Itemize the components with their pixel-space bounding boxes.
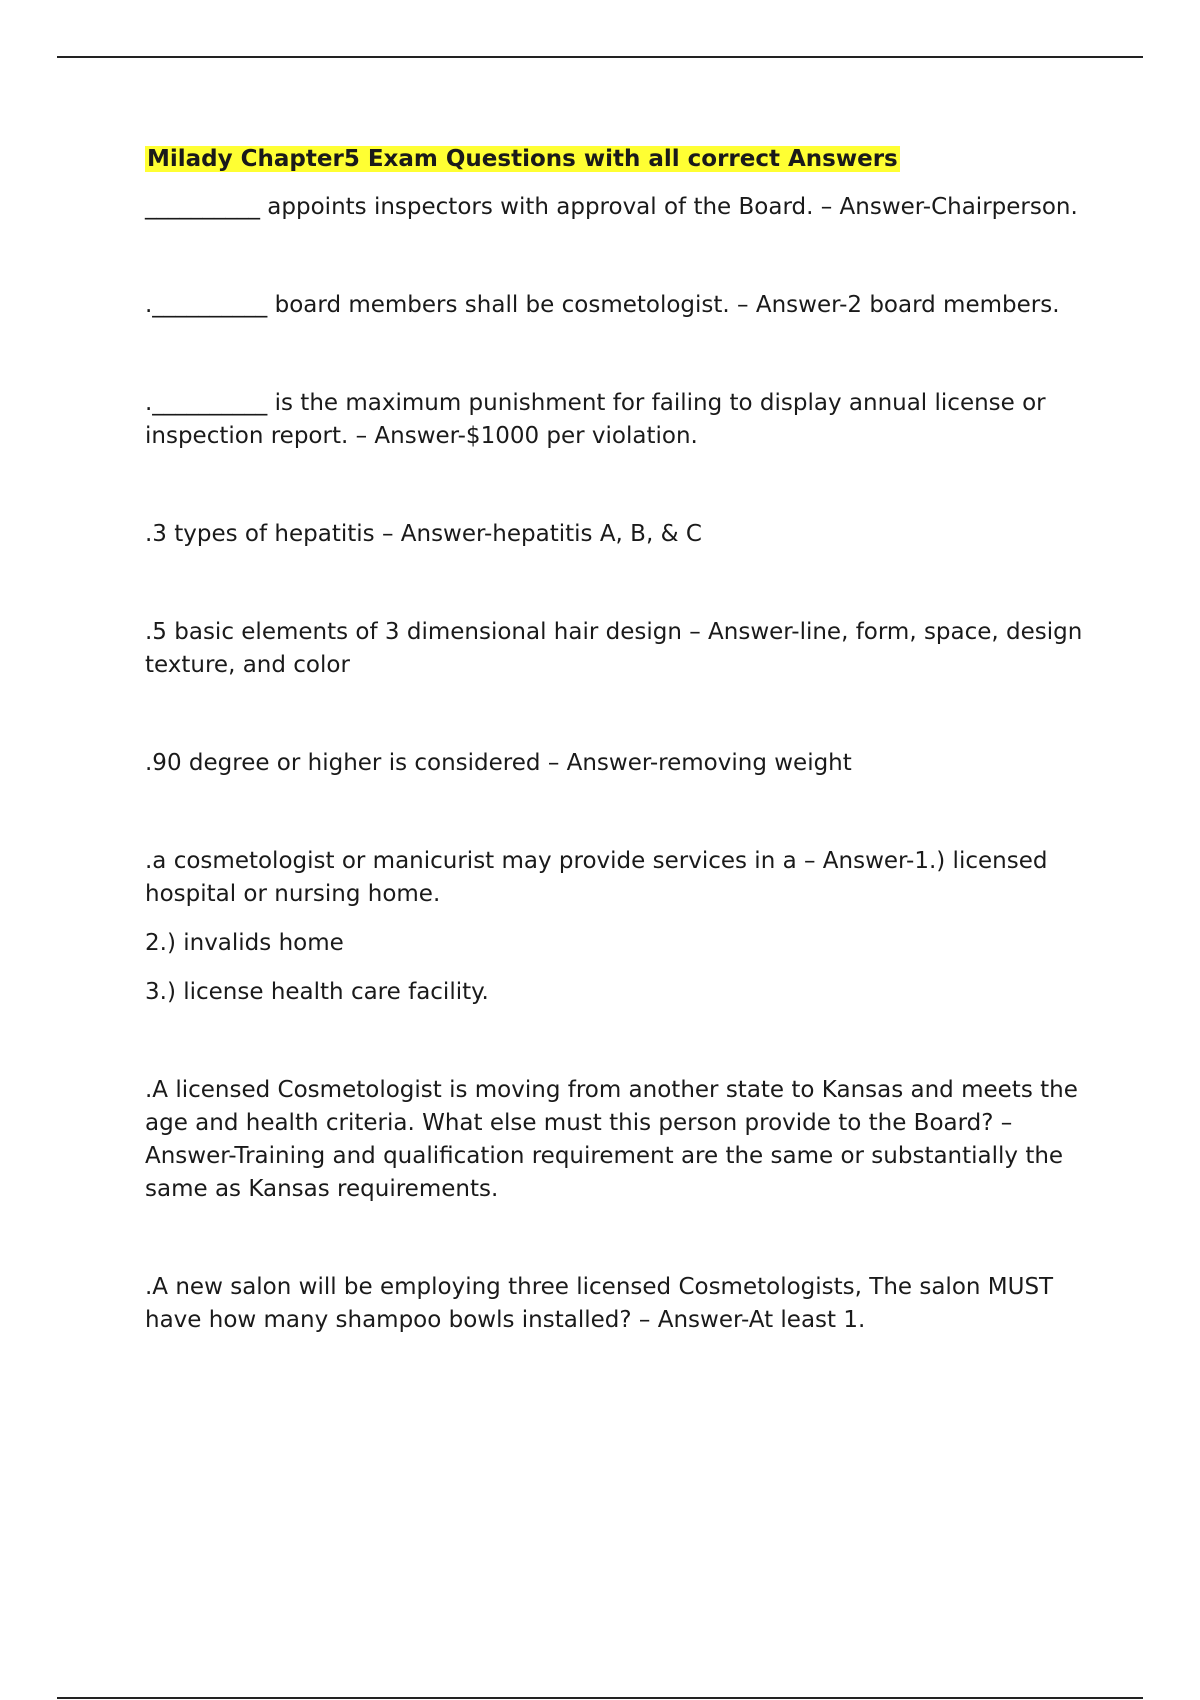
qa-item-3 xyxy=(145,387,1090,453)
qa-text: .__________ board members shall be cosmetologist. – Answer-2 board members. xyxy=(145,292,1060,318)
footer-rule xyxy=(57,1697,1143,1699)
qa-text: .3 types of hepatitis – Answer-hepatitis A, B, & C xyxy=(145,521,702,547)
document-title-text: Milady Chapter5 Exam Questions with all correct Answers xyxy=(147,146,898,172)
qa-item-5 xyxy=(145,616,1090,682)
qa-text: 2.) invalids home xyxy=(145,930,344,956)
qa-item-6 xyxy=(145,747,1090,780)
qa-text: .a cosmetologist or manicurist may provide services in a – Answer-1.) licensed hospital or nursing home. xyxy=(145,848,1048,907)
document-title xyxy=(145,143,1090,175)
qa-item-8 xyxy=(145,1074,1090,1206)
qa-text: .A new salon will be employing three licensed Cosmetologists, The salon MUST have how many shampoo bowls installed? – Answer-At least 1. xyxy=(145,1274,1054,1333)
header-rule xyxy=(57,56,1143,58)
qa-text: .90 degree or higher is considered – Answer-removing weight xyxy=(145,750,852,776)
qa-item-9 xyxy=(145,1271,1090,1337)
qa-text: .5 basic elements of 3 dimensional hair design – Answer-line, form, space, design texture, and color xyxy=(145,619,1083,678)
qa-item-1 xyxy=(145,191,1090,224)
qa-item-2 xyxy=(145,289,1090,322)
qa-text: __________ appoints inspectors with approval of the Board. – Answer-Chairperson. xyxy=(145,194,1078,220)
document-body xyxy=(145,143,1090,1402)
qa-item-7 xyxy=(145,845,1090,1009)
qa-text: .A licensed Cosmetologist is moving from another state to Kansas and meets the age and health criteria. What else must this person provide to the Board? – Answer-Training and qualification requirement are the same or substantially the same as Kansas requirements. xyxy=(145,1077,1078,1202)
qa-text: 3.) license health care facility. xyxy=(145,979,489,1005)
qa-text: .__________ is the maximum punishment for failing to display annual license or inspection report. – Answer-$1000 per violation. xyxy=(145,390,1046,449)
qa-item-4 xyxy=(145,518,1090,551)
